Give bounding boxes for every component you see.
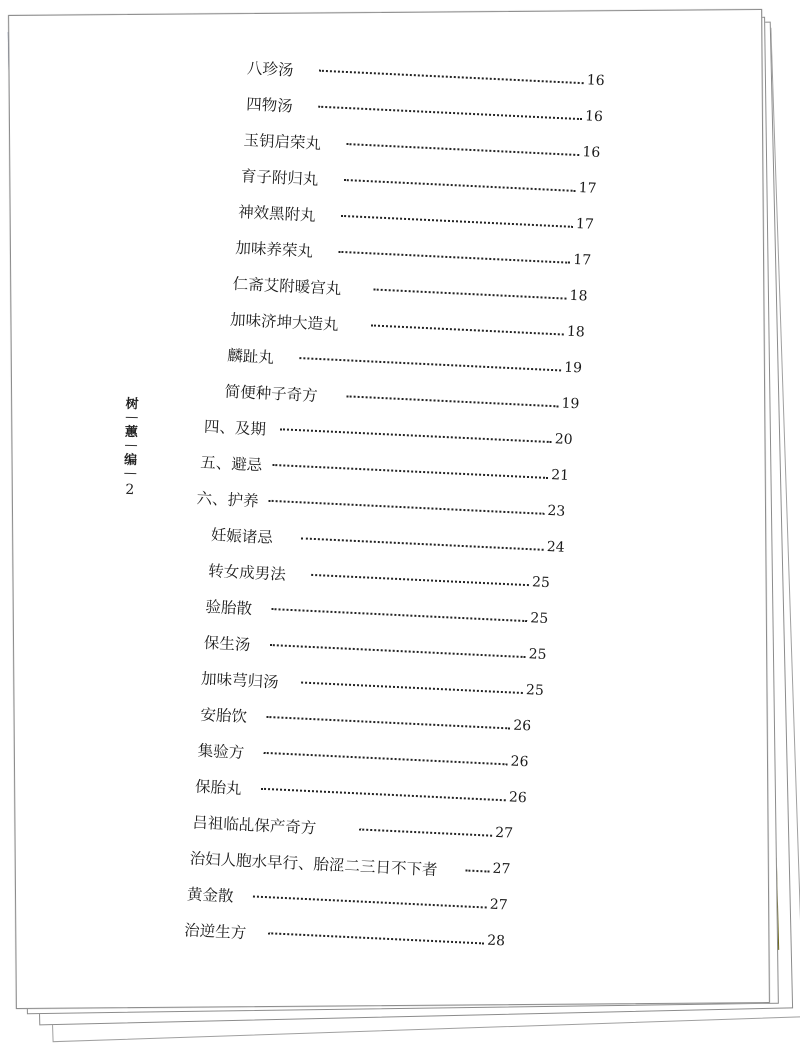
- toc-entry-page: 16: [586, 72, 605, 90]
- toc-entry-page: 26: [510, 753, 529, 771]
- toc-entry-leader: [371, 324, 564, 335]
- toc-entry-page: 27: [494, 824, 514, 842]
- toc-entry-leader: [299, 357, 561, 371]
- toc-entry-title: 仁斋艾附暖宫丸: [232, 274, 342, 298]
- toc-entry-page: 17: [575, 215, 595, 233]
- toc-entry-title: 加味养荣丸: [235, 238, 314, 261]
- toc-entry-leader: [338, 251, 570, 264]
- toc-entry-title: 治妇人胞水早行、胎涩二三日不下者: [189, 849, 438, 880]
- toc-entry-leader: [271, 608, 527, 622]
- toc-entry-page: 26: [512, 717, 532, 735]
- toc-entry-title: 黄金散: [186, 885, 234, 906]
- toc-entry-title: 转女成男法: [207, 562, 287, 584]
- toc-entry-page: 18: [566, 323, 586, 341]
- toc-entry-leader: [280, 428, 552, 443]
- side-page-number: 2: [125, 481, 135, 499]
- toc-entry-title: 四物汤: [245, 95, 294, 116]
- toc-entry-title: 验胎散: [205, 597, 253, 619]
- toc-entry-leader: [266, 716, 510, 729]
- toc-entry-page: 25: [529, 610, 549, 628]
- toc-entry-leader: [301, 682, 523, 694]
- side-char: 树: [125, 396, 139, 413]
- toc-entry-page: 24: [546, 538, 565, 556]
- toc-entry-leader: [270, 644, 526, 658]
- toc-entry-title: 吕祖临乩保产奇方: [191, 813, 317, 838]
- toc-entry-page: 19: [561, 395, 580, 413]
- toc-entry-page: 27: [489, 896, 509, 914]
- toc-entry-leader: [359, 828, 492, 836]
- toc-entry-leader: [346, 143, 579, 156]
- toc-entry-leader: [269, 500, 545, 515]
- toc-entry-leader: [374, 289, 567, 300]
- toc-entry-page: 16: [584, 108, 604, 126]
- toc-entry-leader: [344, 179, 576, 192]
- toc-entry-page: 19: [563, 359, 583, 377]
- toc-entry-leader: [341, 215, 573, 228]
- toc-entry-title: 神效黑附丸: [237, 203, 317, 225]
- toc-entry-title: 治逆生方: [183, 921, 247, 943]
- toc-entry-leader: [301, 537, 544, 550]
- toc-entry-title: 麟趾丸: [226, 346, 275, 367]
- toc-entry-page: 27: [492, 860, 511, 878]
- toc-entry-leader: [253, 895, 487, 908]
- toc-entry-leader: [268, 932, 484, 944]
- toc-entry-leader: [318, 106, 582, 120]
- toc-entry-page: 17: [578, 180, 597, 197]
- toc-entry-page: 25: [528, 646, 547, 664]
- toc-entry-page: 26: [508, 789, 528, 807]
- toc-entry-title: 妊娠诸忌: [210, 526, 274, 548]
- toc-entry-title: 加味芎归汤: [200, 669, 280, 692]
- toc-entry-page: 28: [486, 932, 506, 950]
- toc-entry-title: 八珍汤: [246, 59, 294, 80]
- side-char: 编: [123, 452, 138, 469]
- toc-entry-title: 安胎饮: [200, 705, 248, 727]
- toc-entry-page: 25: [525, 682, 545, 699]
- toc-entry-title: 四、及期: [203, 417, 267, 439]
- toc-entry-title: 保胎丸: [194, 777, 242, 798]
- toc-entry-page: 25: [531, 574, 551, 592]
- toc-entry-title: 简便种子奇方: [224, 382, 319, 405]
- toc-entry-page: 23: [547, 502, 566, 520]
- toc-entry-leader: [272, 464, 548, 479]
- side-char: 蕙: [124, 424, 139, 441]
- toc-entry-page: 16: [582, 144, 601, 162]
- toc-entry-leader: [465, 869, 489, 872]
- toc-entry-page: 18: [569, 287, 588, 305]
- toc-entry-leader: [319, 70, 584, 84]
- toc-entry-leader: [261, 788, 506, 802]
- toc-entry-page: 21: [550, 467, 570, 484]
- toc-entry-page: 17: [572, 251, 592, 269]
- toc-entry-title: 五、避忌: [199, 453, 263, 475]
- toc-entry-page: 20: [554, 431, 574, 449]
- toc-entry-leader: [311, 574, 529, 586]
- toc-entry-leader: [264, 752, 508, 765]
- toc-entry-title: 育子附归丸: [240, 167, 319, 189]
- toc-entry-title: 六、护养: [196, 489, 260, 511]
- toc-entry-title: 玉钥启荣丸: [243, 131, 322, 153]
- toc-entry-title: 集验方: [197, 741, 245, 762]
- toc-entry-leader: [347, 395, 559, 407]
- toc-entry-title: 加味济坤大造丸: [229, 310, 339, 334]
- toc-entry-title: 保生汤: [203, 633, 251, 655]
